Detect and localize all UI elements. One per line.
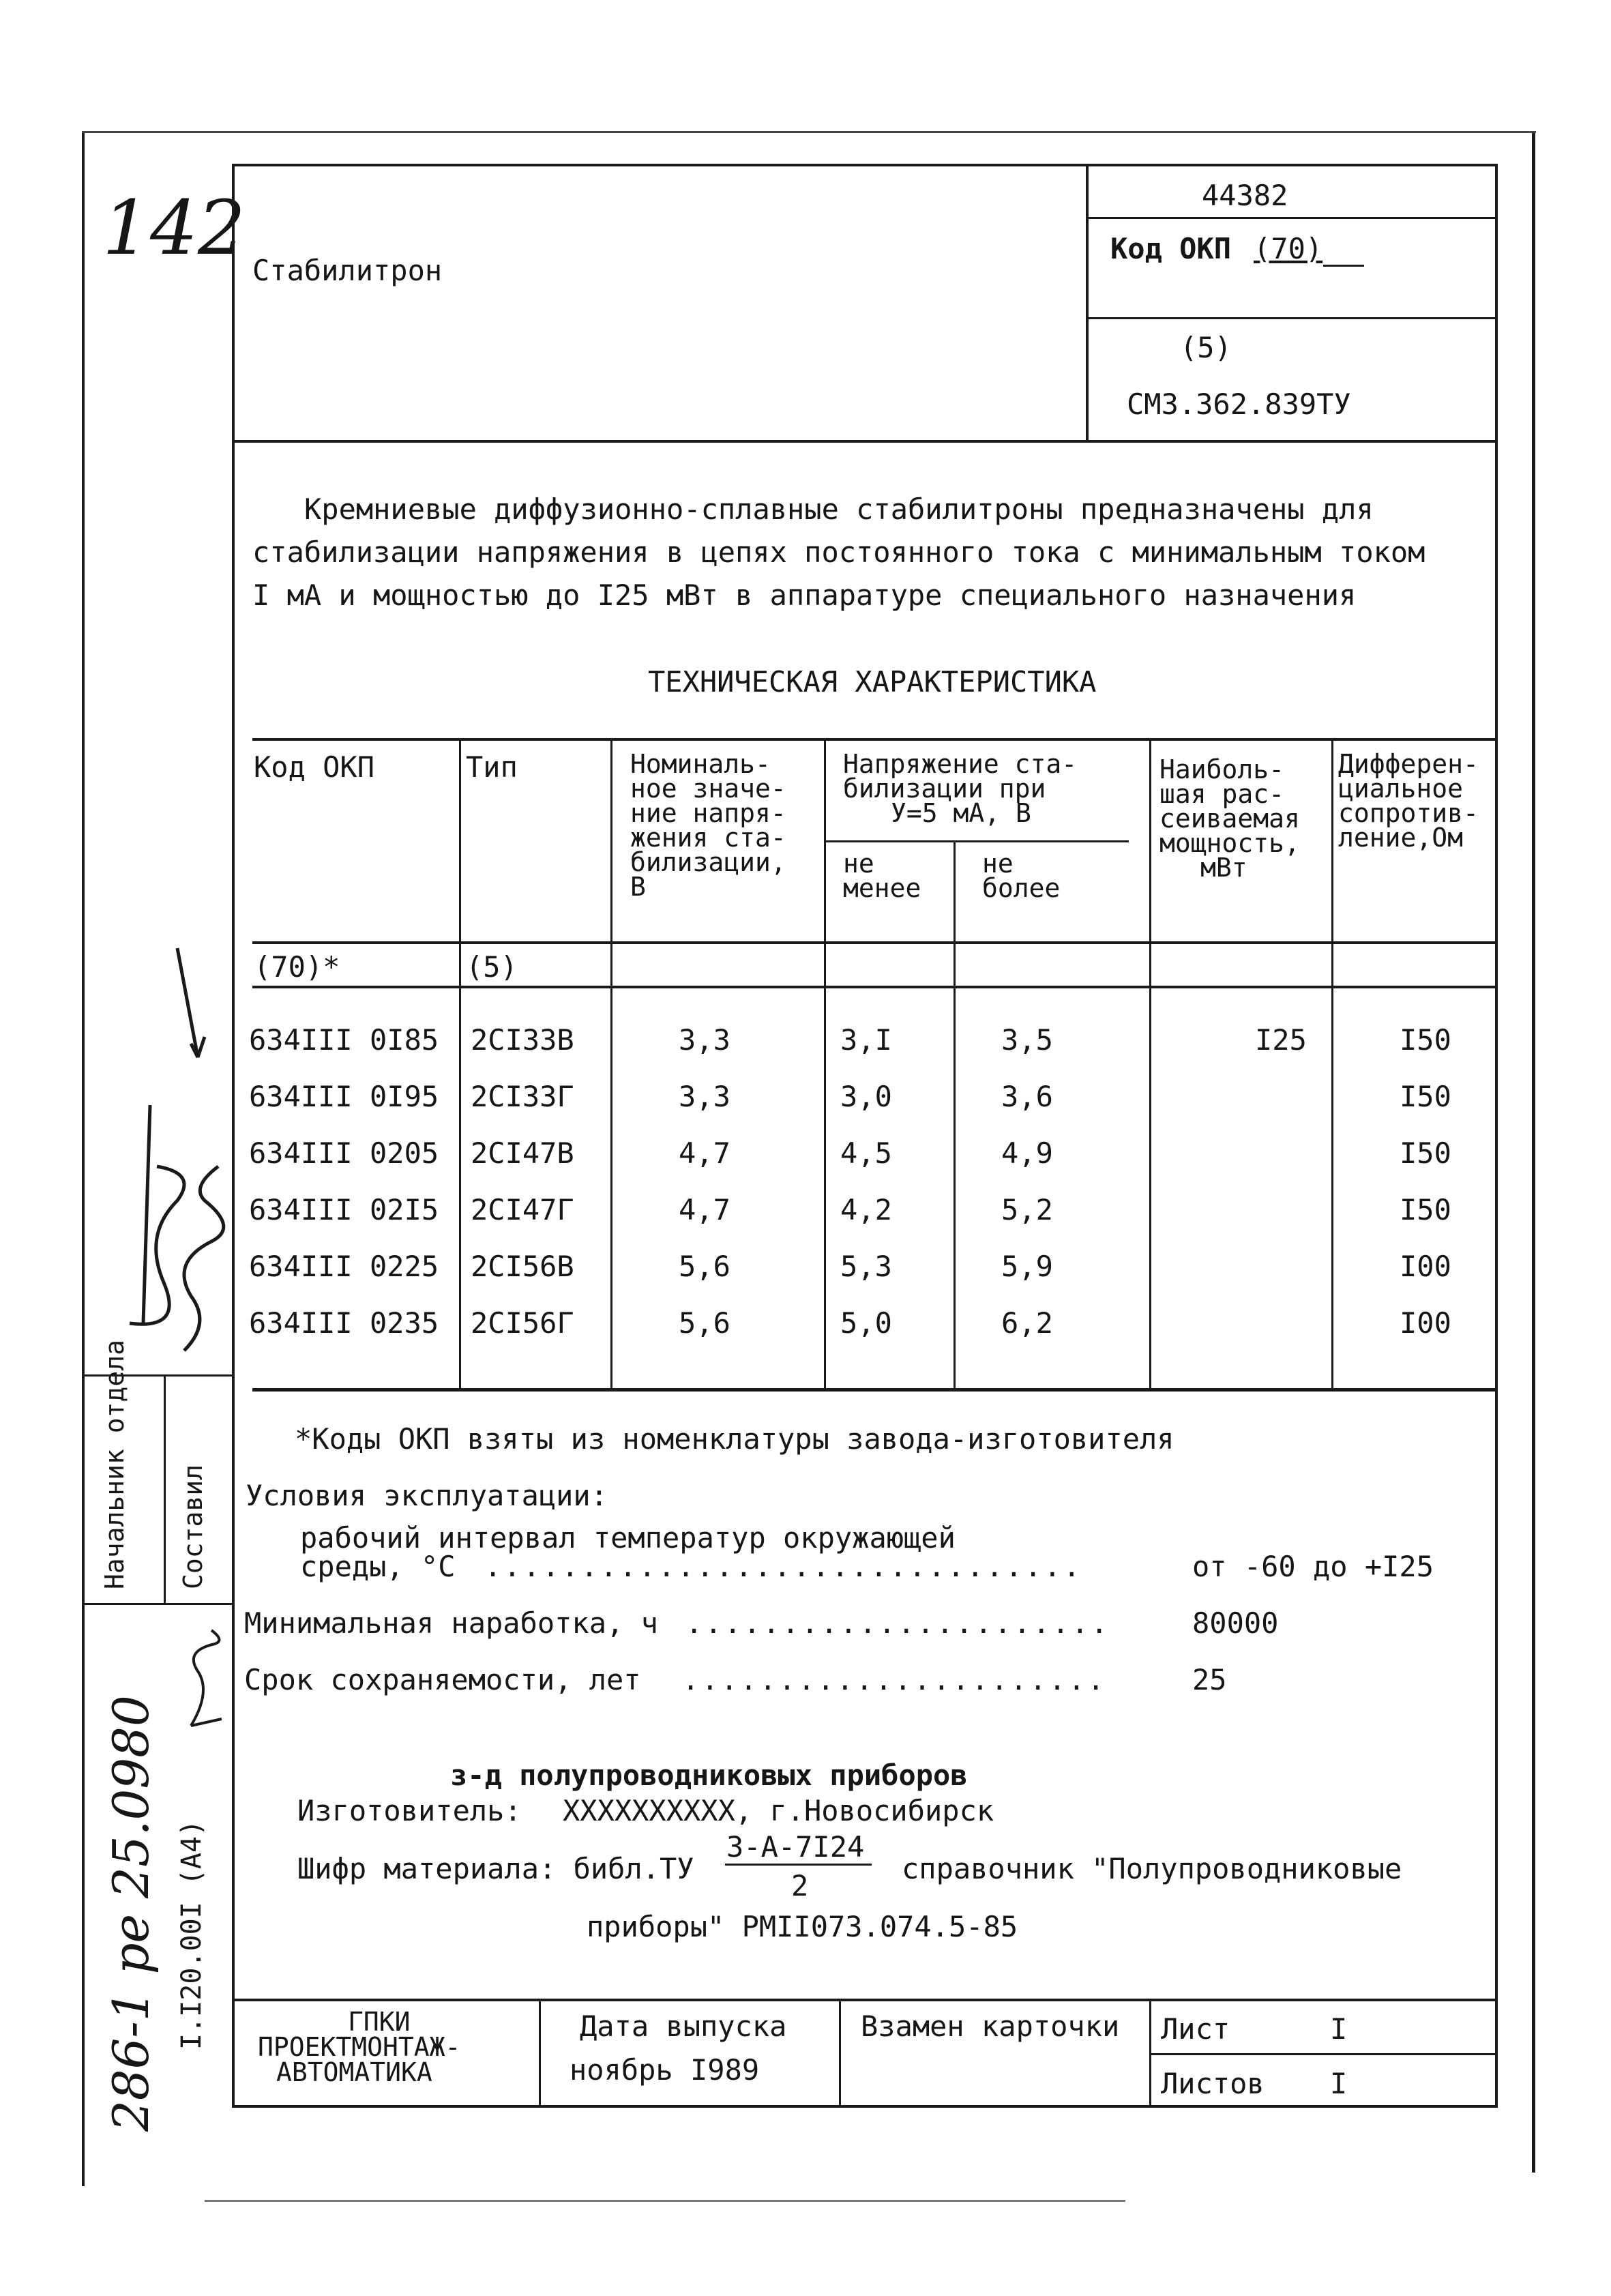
th-stab-max bbox=[982, 849, 1061, 903]
signature-small-icon bbox=[191, 1630, 222, 1726]
okp-underline bbox=[1323, 265, 1364, 267]
th-stab bbox=[843, 749, 1078, 828]
cipher-numerator: 3-А-7I24 bbox=[726, 1830, 865, 1864]
spec-doc: СМЗ.362.839ТУ bbox=[1127, 387, 1351, 421]
storage-dots: ...................... bbox=[682, 1663, 1107, 1696]
side-handwritten-note: 286-1 pe 25.0980 bbox=[102, 1695, 160, 2132]
runtime-label: Минимальная наработка, ч bbox=[244, 1606, 658, 1640]
th-stab-2: билизации при bbox=[843, 774, 1046, 804]
table-header-line bbox=[252, 941, 1498, 944]
th-stab-max-2: более bbox=[982, 873, 1061, 903]
side-stamp-divider bbox=[164, 1374, 166, 1603]
th-stab-1: Напряжение ста- bbox=[843, 749, 1078, 779]
th-okp: Код ОКП bbox=[254, 750, 375, 784]
cell-resistance: I50 bbox=[1400, 1136, 1451, 1170]
temp-dots: ............................... bbox=[484, 1550, 1082, 1583]
bottom-scan-line bbox=[205, 2200, 1125, 2202]
cell-okp: 634III 0225 bbox=[249, 1250, 439, 1283]
cell-max: 4,9 bbox=[1001, 1136, 1053, 1170]
cipher-denominator: 2 bbox=[791, 1869, 809, 1902]
cell-min: 3,0 bbox=[840, 1080, 892, 1113]
th-nominal-1: Номиналь- bbox=[630, 749, 771, 779]
cell-max: 5,2 bbox=[1001, 1193, 1053, 1226]
cell-type: 2СI33Г bbox=[471, 1080, 574, 1113]
cell-nominal: 3,3 bbox=[679, 1080, 730, 1113]
cell-nominal: 5,6 bbox=[679, 1306, 730, 1340]
sheet-label: Лист bbox=[1161, 2012, 1230, 2046]
signature-compiler-icon bbox=[184, 1166, 224, 1351]
th-nominal-3: ние напря- bbox=[630, 798, 786, 828]
col-divider-2 bbox=[610, 738, 612, 1389]
table-bottom-line bbox=[252, 1388, 1498, 1392]
org-line-3: АВТОМАТИКА bbox=[276, 2057, 432, 2087]
th-stab-max-1: не bbox=[982, 849, 1014, 879]
cell-resistance: I50 bbox=[1400, 1080, 1451, 1113]
side-head-label: Начальник отдела bbox=[100, 1339, 130, 1589]
th-power-4: мощность, bbox=[1159, 828, 1300, 858]
th-power bbox=[1159, 754, 1300, 883]
th-power-3: сеиваемая bbox=[1159, 804, 1300, 834]
temp-value: от -60 до +I25 bbox=[1192, 1550, 1434, 1583]
cell-okp: 634III 0I95 bbox=[249, 1080, 439, 1113]
replace-label: Взамен карточки bbox=[861, 2010, 1120, 2043]
signature-small bbox=[184, 1623, 232, 1733]
footnote: *Коды ОКП взяты из номенклатуры завода-изготовителя bbox=[295, 1422, 1174, 1456]
cell-min: 5,3 bbox=[840, 1250, 892, 1283]
runtime-value: 80000 bbox=[1192, 1606, 1279, 1640]
cell-type: 2СI56Г bbox=[471, 1306, 574, 1340]
col-divider-3 bbox=[824, 738, 826, 1389]
manufacturer-line-1: з-д полупроводниковых приборов bbox=[450, 1758, 968, 1792]
cell-nominal: 4,7 bbox=[679, 1136, 730, 1170]
cipher-fraction-bar bbox=[725, 1864, 872, 1866]
th-power-2: шая рас- bbox=[1159, 779, 1285, 809]
sub-okp: (70)* bbox=[254, 950, 340, 984]
temp-line-2: среды, °С bbox=[300, 1550, 456, 1583]
header-line-1 bbox=[1086, 217, 1498, 219]
cell-type: 2СI47Г bbox=[471, 1193, 574, 1226]
org-line-1: ГПКИ bbox=[348, 2007, 411, 2037]
footer-sheet-line bbox=[1149, 2053, 1498, 2055]
th-nominal-5: билизации, bbox=[630, 847, 786, 877]
th-resistance-4: ление,Ом bbox=[1338, 823, 1464, 853]
header-divider bbox=[1086, 164, 1089, 440]
header-bottom-line bbox=[232, 440, 1498, 443]
okp-label: Код ОКП bbox=[1110, 232, 1232, 265]
cell-resistance: I50 bbox=[1400, 1023, 1451, 1057]
th-resistance-1: Дифферен- bbox=[1338, 749, 1479, 779]
table-top-line bbox=[252, 738, 1498, 741]
cell-okp: 634III 0235 bbox=[249, 1306, 439, 1340]
cell-resistance: I00 bbox=[1400, 1250, 1451, 1283]
cipher-rest: справочник "Полупроводниковые bbox=[902, 1852, 1402, 1885]
th-power-5: мВт bbox=[1200, 853, 1247, 883]
footer-divider-1 bbox=[539, 1999, 541, 2108]
temp-line-1: рабочий интервал температур окружающей bbox=[300, 1521, 956, 1555]
col-divider-6 bbox=[1331, 738, 1333, 1389]
th-nominal-4: жения ста- bbox=[630, 823, 786, 853]
th-stab-min bbox=[843, 849, 921, 903]
description-line-1: Кремниевые диффузионно-сплавные стабилитроны предназначены для bbox=[304, 492, 1374, 526]
sheets-value: I bbox=[1330, 2067, 1348, 2100]
description-line-2: стабилизации напряжения в цепях постоянного тока с минимальным током bbox=[252, 535, 1425, 569]
cell-power: I25 bbox=[1255, 1023, 1307, 1057]
cell-type: 2СI47В bbox=[471, 1136, 574, 1170]
th-power-1: Наиболь- bbox=[1159, 754, 1285, 784]
th-resistance-3: сопротив- bbox=[1338, 798, 1479, 828]
signature-marks bbox=[82, 941, 239, 1378]
th-resistance bbox=[1338, 749, 1479, 853]
cell-resistance: I00 bbox=[1400, 1306, 1451, 1340]
top-edge-line bbox=[82, 131, 1536, 133]
cell-min: 4,5 bbox=[840, 1136, 892, 1170]
cell-nominal: 4,7 bbox=[679, 1193, 730, 1226]
sheets-label: Листов bbox=[1161, 2067, 1265, 2100]
cipher-label: Шифр материала: библ.ТУ bbox=[297, 1852, 694, 1885]
side-stamp-bottom-line bbox=[83, 1603, 232, 1605]
cell-okp: 634III 0205 bbox=[249, 1136, 439, 1170]
storage-label: Срок сохраняемости, лет bbox=[244, 1663, 641, 1696]
cell-min: 5,0 bbox=[840, 1306, 892, 1340]
class-code: (5) bbox=[1180, 331, 1232, 364]
col-divider-5 bbox=[1149, 738, 1151, 1389]
check-mark-icon bbox=[177, 948, 205, 1057]
manufacturer-name: XXXXXXXXXX, г.Новосибирск bbox=[563, 1794, 994, 1827]
th-stab-3: У=5 мА, В bbox=[891, 798, 1031, 828]
okp-code: (70) bbox=[1254, 232, 1323, 265]
th-stab-min-1: не bbox=[843, 849, 874, 879]
code-number: 44382 bbox=[1202, 179, 1288, 212]
cell-min: 3,I bbox=[840, 1023, 892, 1057]
th-nominal-2: ное значе- bbox=[630, 774, 786, 804]
product-name: Стабилитрон bbox=[252, 254, 443, 287]
cell-resistance: I50 bbox=[1400, 1193, 1451, 1226]
th-type: Тип bbox=[466, 750, 518, 784]
cell-type: 2СI33В bbox=[471, 1023, 574, 1057]
header-line-2 bbox=[1086, 317, 1498, 319]
stab-subdivider bbox=[825, 840, 1129, 842]
table-subheader-line bbox=[252, 986, 1498, 988]
signature-head-icon bbox=[130, 1105, 184, 1324]
description-line-3: I мА и мощностью до I25 мВт в аппаратуре специального назначения bbox=[252, 578, 1357, 612]
cell-nominal: 3,3 bbox=[679, 1023, 730, 1057]
cell-nominal: 5,6 bbox=[679, 1250, 730, 1283]
cell-max: 6,2 bbox=[1001, 1306, 1053, 1340]
date-label: Дата выпуска bbox=[580, 2010, 787, 2043]
date-value: ноябрь I989 bbox=[570, 2053, 760, 2087]
th-nominal bbox=[630, 749, 786, 902]
side-form-code: I.I20.00I (А4) bbox=[176, 1819, 207, 2050]
page-number-handwritten: 142 bbox=[102, 184, 246, 271]
runtime-dots: ...................... bbox=[685, 1606, 1110, 1640]
th-resistance-2: циальное bbox=[1338, 774, 1464, 804]
manufacturer-label: Изготовитель: bbox=[297, 1794, 522, 1827]
right-edge-line bbox=[1532, 133, 1535, 2173]
side-compiled-label: Составил bbox=[178, 1464, 208, 1589]
sheet-value: I bbox=[1330, 2012, 1348, 2046]
th-nominal-6: В bbox=[630, 872, 646, 902]
cell-type: 2СI56В bbox=[471, 1250, 574, 1283]
cell-min: 4,2 bbox=[840, 1193, 892, 1226]
org-line-2: ПРОЕКТМОНТАЖ- bbox=[258, 2032, 461, 2062]
cell-max: 3,5 bbox=[1001, 1023, 1053, 1057]
section-title: ТЕХНИЧЕСКАЯ ХАРАКТЕРИСТИКА bbox=[648, 665, 1097, 698]
cell-max: 5,9 bbox=[1001, 1250, 1053, 1283]
storage-value: 25 bbox=[1192, 1663, 1227, 1696]
footer-top-line bbox=[232, 1999, 1498, 2001]
cipher-line-2: приборы" РМII073.074.5-85 bbox=[587, 1910, 1018, 1943]
col-divider-4 bbox=[954, 840, 956, 1389]
cell-max: 3,6 bbox=[1001, 1080, 1053, 1113]
cell-okp: 634III 0I85 bbox=[249, 1023, 439, 1057]
col-divider-1 bbox=[459, 738, 461, 1389]
th-stab-min-2: менее bbox=[843, 873, 921, 903]
cell-okp: 634III 02I5 bbox=[249, 1193, 439, 1226]
conditions-title: Условия эксплуатации: bbox=[246, 1479, 608, 1512]
footer-divider-2 bbox=[839, 1999, 841, 2108]
sub-type: (5) bbox=[466, 950, 518, 984]
